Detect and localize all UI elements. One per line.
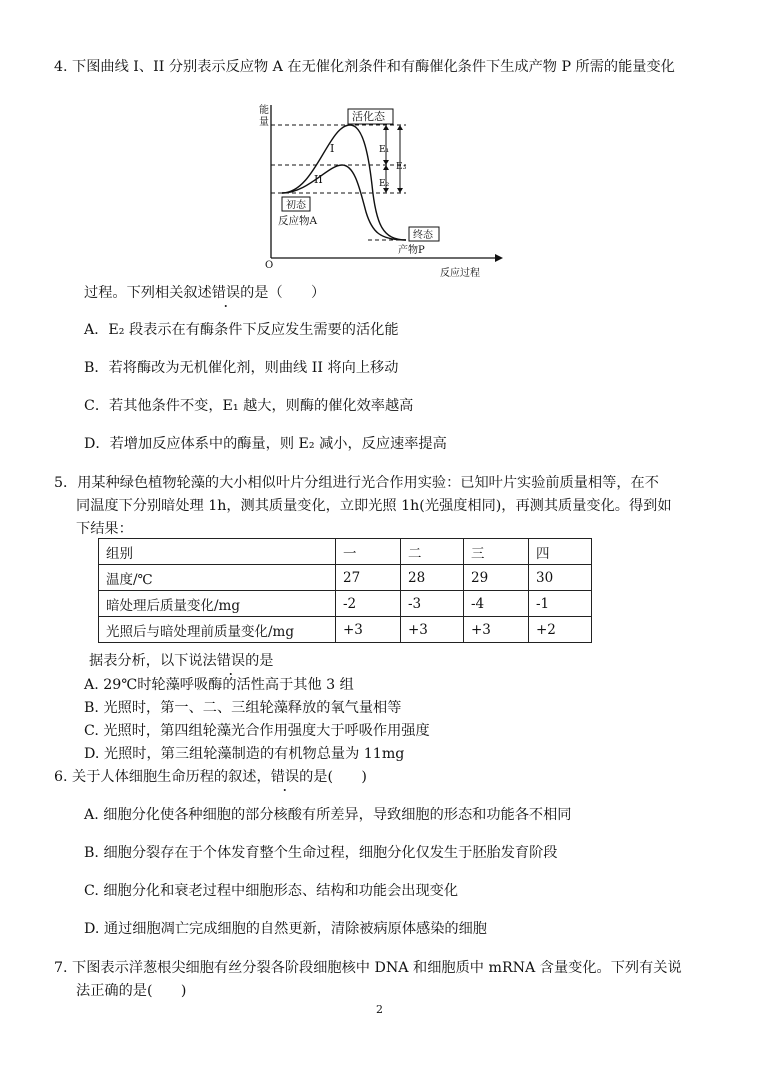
table-cell: 27 — [336, 565, 401, 591]
table-row — [99, 539, 592, 565]
table-cell: 28 — [401, 565, 464, 591]
table-cell: -4 — [464, 591, 529, 617]
table-cell: 光照后与暗处理前质量变化/mg — [99, 617, 336, 643]
product-label: 产物P — [398, 245, 425, 256]
q7-stem-line2: 法正确的是( ) — [76, 983, 187, 999]
table-cell: 29 — [464, 565, 529, 591]
table-cell: 30 — [529, 565, 592, 591]
q6-option-d: D. 通过细胞凋亡完成细胞的自然更新，清除被病原体感染的细胞 — [84, 921, 487, 937]
table-cell: -1 — [529, 591, 592, 617]
q6-stem-post: 的是( ) — [299, 769, 367, 785]
x-axis-label: 反应过程 — [440, 268, 480, 279]
q4-stem-line2 — [84, 284, 325, 302]
e1-label: E₁ — [379, 145, 390, 155]
y-label-2: 量 — [259, 117, 269, 128]
curve-ii-label: II — [314, 173, 323, 186]
q4-stem-pre: 过程。下列相关叙述 — [84, 285, 212, 301]
e2-label: E₂ — [379, 179, 390, 189]
table-cell: +3 — [336, 617, 401, 643]
y-label-1: 能 — [259, 105, 269, 116]
table-cell: +2 — [529, 617, 592, 643]
q4-option-c: C．若其他条件不变，E₁ 越大，则酶的催化效率越高 — [84, 398, 414, 414]
initial-state-label: 初态 — [286, 200, 306, 211]
q4-stem-line1: 4. 下图曲线 I、II 分别表示反应物 A 在无催化剂条件和有酶催化条件下生成产物 P 所需的能量变化 — [54, 59, 675, 75]
q5-option-b: B. 光照时，第一、二、三组轮藻释放的氧气量相等 — [84, 700, 402, 716]
curve-i-label: I — [330, 142, 335, 155]
q4-stem-emph: 错误 — [211, 285, 241, 301]
table-cell: 三 — [464, 539, 529, 565]
table-cell: -3 — [401, 591, 464, 617]
table-row — [99, 617, 592, 643]
table-cell: 暗处理后质量变化/mg — [99, 591, 336, 617]
e3-label: E₃ — [396, 162, 407, 172]
q6-stem-pre: 6. 关于人体细胞生命历程的叙述， — [54, 769, 271, 785]
q4-stem-post: 的是（ ） — [240, 285, 326, 301]
page-number: 2 — [376, 1003, 383, 1016]
table-row — [99, 591, 592, 617]
final-state-label: 终态 — [413, 230, 433, 241]
table-cell: 温度/℃ — [99, 565, 336, 591]
q5-option-d: D. 光照时，第三组轮藻制造的有机物总量为 11mg — [84, 746, 405, 762]
q5-prompt-post: 的是 — [245, 653, 274, 669]
q5-stem-line3: 下结果： — [76, 521, 133, 537]
q5-option-c: C. 光照时，第四组轮藻光合作用强度大于呼吸作用强度 — [84, 723, 430, 739]
table-cell: 组别 — [99, 539, 336, 565]
table-row — [99, 565, 592, 591]
q7-stem-line1: 7. 下图表示洋葱根尖细胞有丝分裂各阶段细胞核中 DNA 和细胞质中 mRNA 含量变化。下列有关说 — [54, 960, 682, 976]
table-cell: 二 — [401, 539, 464, 565]
q6-stem — [54, 768, 367, 786]
q5-prompt — [89, 652, 273, 670]
x-axis-arrow — [495, 254, 503, 262]
q5-stem-line2: 同温度下分别暗处理 1h，测其质量变化，立即光照 1h(光强度相同)，再测其质量变化。得到如 — [76, 498, 672, 514]
origin-label: O — [265, 260, 274, 271]
q4-option-d: D．若增加反应体系中的酶量，则 E₂ 减小，反应速率提高 — [84, 436, 447, 452]
reactant-label: 反应物A — [278, 215, 318, 227]
q5-data-table — [98, 538, 592, 643]
table-cell: 一 — [336, 539, 401, 565]
q5-option-a: A. 29℃时轮藻呼吸酶的活性高于其他 3 组 — [84, 677, 354, 693]
energy-diagram — [250, 100, 510, 285]
q5-prompt-pre: 据表分析，以下说法 — [89, 653, 217, 669]
table-cell: +3 — [464, 617, 529, 643]
q5-prompt-emph: 错误 — [216, 653, 246, 669]
q6-option-c: C. 细胞分化和衰老过程中细胞形态、结构和功能会出现变化 — [84, 883, 459, 899]
activated-state-label: 活化态 — [352, 110, 385, 123]
q4-option-b: B．若将酶改为无机催化剂，则曲线 II 将向上移动 — [84, 360, 399, 376]
q6-option-a: A. 细胞分化使各种细胞的部分核酸有所差异，导致细胞的形态和功能各不相同 — [84, 807, 572, 823]
table-cell: +3 — [401, 617, 464, 643]
q5-stem-line1: 5．用某种绿色植物轮藻的大小相似叶片分组进行光合作用实验：已知叶片实验前质量相等，在不 — [54, 475, 659, 491]
q6-option-b: B. 细胞分裂存在于个体发育整个生命过程，细胞分化仅发生于胚胎发育阶段 — [84, 845, 558, 861]
q4-option-a: A．E₂ 段表示在有酶条件下反应发生需要的活化能 — [84, 322, 399, 338]
q6-stem-emph: 错误 — [270, 769, 300, 785]
table-cell: 四 — [529, 539, 592, 565]
table-cell: -2 — [336, 591, 401, 617]
